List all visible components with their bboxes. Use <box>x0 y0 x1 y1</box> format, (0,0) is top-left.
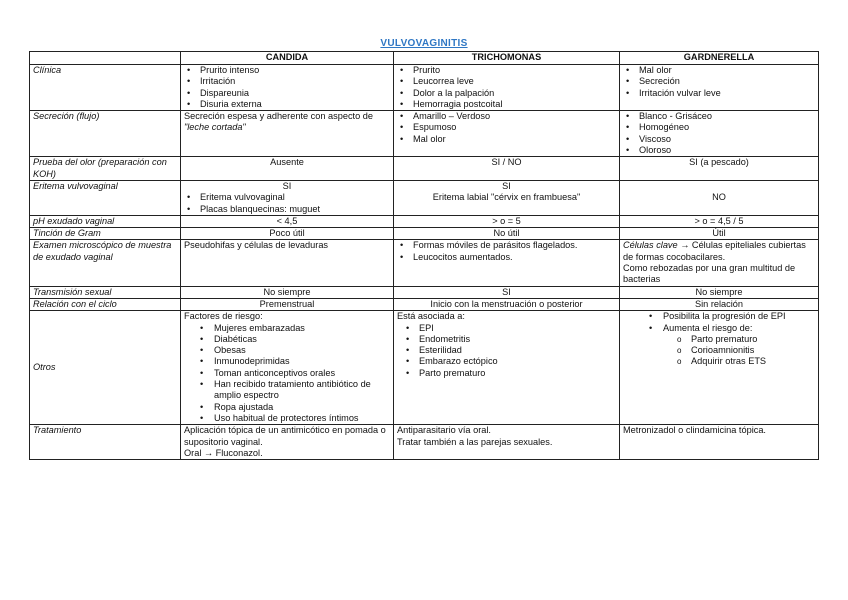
list-item: o Parto prematuro <box>691 334 815 345</box>
cell-trichomonas: SI / NO <box>394 157 620 181</box>
cell-text: Aumenta el riesgo de: <box>663 322 753 333</box>
list-item: • Oloroso <box>639 145 815 156</box>
list-item: • Leucocitos aumentados. <box>413 252 616 263</box>
cell-text: Tratar también a las parejas sexuales. <box>397 436 553 447</box>
cell-trichomonas <box>394 65 620 111</box>
row-label: Eritema vulvovaginal <box>30 180 181 215</box>
cell-gardnerella <box>620 311 819 425</box>
cell-gardnerella: SI (a pescado) <box>620 157 819 181</box>
cell-gardnerella <box>620 240 819 286</box>
row-olor <box>30 157 819 181</box>
list-item: • Prurito intenso <box>200 65 390 76</box>
list-item: • Mujeres embarazadas <box>214 323 390 334</box>
list-item: • Uso habitual de protectores íntimos <box>214 413 390 424</box>
list-item: • Placas blanquecinas: muguet <box>200 204 390 215</box>
list-item: • Homogéneo <box>639 122 815 133</box>
list-item: • Prurito <box>413 65 616 76</box>
row-label: Otros <box>30 311 181 425</box>
cell-gardnerella: Sin relación <box>620 298 819 310</box>
cell-candida <box>181 311 394 425</box>
header-gardnerella: GARDNERELLA <box>620 52 819 65</box>
cell-text: Aplicación tópica de un antimicótico en pomada o supositorio vaginal. <box>184 425 386 447</box>
row-label: Prueba del olor (preparación con KOH) <box>30 157 181 181</box>
header-row <box>30 52 819 65</box>
list-item <box>663 323 815 368</box>
list-item: • Irritación vulvar leve <box>639 88 815 99</box>
header-trichomonas: TRICHOMONAS <box>394 52 620 65</box>
list-item: • Inmunodeprimidas <box>214 356 390 367</box>
list-item: • Dispareunia <box>200 88 390 99</box>
list-item: • Obesas <box>214 345 390 356</box>
row-label: Relación con el ciclo <box>30 298 181 310</box>
row-micro <box>30 240 819 286</box>
cell-candida: < 4,5 <box>181 215 394 227</box>
list-item: • Viscoso <box>639 134 815 145</box>
cell-trichomonas: SI <box>394 286 620 298</box>
row-label: Examen microscópico de muestra de exudado vaginal <box>30 240 181 286</box>
list-item: • Disuria externa <box>200 99 390 110</box>
row-transmision <box>30 286 819 298</box>
cell-text: Oral → Fluconazol. <box>184 447 263 458</box>
cell-text: Está asociada a: <box>397 311 465 322</box>
list-item: • Diabéticas <box>214 334 390 345</box>
cell-gardnerella: NO <box>620 180 819 215</box>
list-item: • Toman anticonceptivos orales <box>214 368 390 379</box>
list-item: o Adquirir otras ETS <box>691 356 815 367</box>
list-item: • Blanco - Grisáceo <box>639 111 815 122</box>
page-title: VULVOVAGINITIS <box>380 38 468 49</box>
list-item: • Leucorrea leve <box>413 76 616 87</box>
row-ciclo <box>30 298 819 310</box>
cell-gardnerella: No siempre <box>620 286 819 298</box>
list-item: • Mal olor <box>413 134 616 145</box>
cell-candida <box>181 180 394 215</box>
row-ph <box>30 215 819 227</box>
cell-text: Como rebozadas por una gran multitud de bacterias <box>623 263 796 285</box>
list-item: • Ropa ajustada <box>214 402 390 413</box>
row-label: Tratamiento <box>30 425 181 460</box>
cell-candida <box>181 425 394 460</box>
row-secrecion <box>30 111 819 157</box>
list-item: • Hemorragia postcoital <box>413 99 616 110</box>
cell-candida: Pseudohifas y células de levaduras <box>181 240 394 286</box>
cell-trichomonas <box>394 111 620 157</box>
cell-trichomonas <box>394 240 620 286</box>
list-item: • Posibilita la progresión de EPI <box>663 311 815 322</box>
cell-text: Antiparasitario vía oral. <box>397 425 491 436</box>
cell-gardnerella <box>620 65 819 111</box>
cell-text <box>623 240 815 263</box>
list-item: • EPI <box>419 323 616 334</box>
comparison-table <box>29 51 819 460</box>
cell-gardnerella: Metronizadol o clindamicina tópica. <box>620 425 819 460</box>
cell-candida: No siempre <box>181 286 394 298</box>
cell-emphasis: "leche cortada" <box>184 122 246 133</box>
list-item: o Corioamnionitis <box>691 345 815 356</box>
row-label: pH exudado vaginal <box>30 215 181 227</box>
list-item: • Dolor a la palpación <box>413 88 616 99</box>
row-label: Clínica <box>30 65 181 111</box>
cell-text: Secreción espesa y adherente con aspecto de <box>184 111 373 122</box>
cell-candida <box>181 65 394 111</box>
cell-trichomonas <box>394 180 620 215</box>
cell-emphasis: Células clave <box>623 240 678 251</box>
cell-gardnerella: Útil <box>620 228 819 240</box>
cell-text: Eritema labial "cérvix en frambuesa" <box>432 192 581 203</box>
cell-gardnerella <box>620 111 819 157</box>
list-item: • Formas móviles de parásitos flagelados. <box>413 240 616 251</box>
row-otros <box>30 311 819 425</box>
cell-text: → Células epiteliales cubiertas de formas cocobacilares. <box>623 240 806 262</box>
cell-candida <box>181 111 394 157</box>
row-eritema <box>30 180 819 215</box>
list-item: • Amarillo – Verdoso <box>413 111 616 122</box>
list-item: • Espumoso <box>413 122 616 133</box>
cell-candida: Ausente <box>181 157 394 181</box>
list-item: • Esterilidad <box>419 345 616 356</box>
cell-text: SI <box>282 180 292 191</box>
cell-trichomonas: No útil <box>394 228 620 240</box>
list-item: • Parto prematuro <box>419 368 616 379</box>
cell-trichomonas <box>394 311 620 425</box>
cell-text: Factores de riesgo: <box>184 311 263 322</box>
row-label: Transmisión sexual <box>30 286 181 298</box>
cell-trichomonas: Inicio con la menstruación o posterior <box>394 298 620 310</box>
list-item: • Endometritis <box>419 334 616 345</box>
list-item: • Han recibido tratamiento antibiótico de amplio espectro <box>214 379 390 402</box>
cell-candida: Premenstrual <box>181 298 394 310</box>
header-candida: CANDIDA <box>181 52 394 65</box>
list-item: • Embarazo ectópico <box>419 356 616 367</box>
row-gram <box>30 228 819 240</box>
cell-candida: Poco útil <box>181 228 394 240</box>
row-clinica <box>30 65 819 111</box>
cell-gardnerella: > o = 4,5 / 5 <box>620 215 819 227</box>
cell-trichomonas <box>394 425 620 460</box>
list-item: • Mal olor <box>639 65 815 76</box>
row-label: Secreción (flujo) <box>30 111 181 157</box>
cell-text: SI <box>502 180 511 191</box>
row-label: Tinción de Gram <box>30 228 181 240</box>
header-empty <box>30 52 181 65</box>
list-item: • Irritación <box>200 76 390 87</box>
list-item: • Secreción <box>639 76 815 87</box>
cell-trichomonas: > o = 5 <box>394 215 620 227</box>
row-tratamiento <box>30 425 819 460</box>
list-item: • Eritema vulvovaginal <box>200 192 390 203</box>
